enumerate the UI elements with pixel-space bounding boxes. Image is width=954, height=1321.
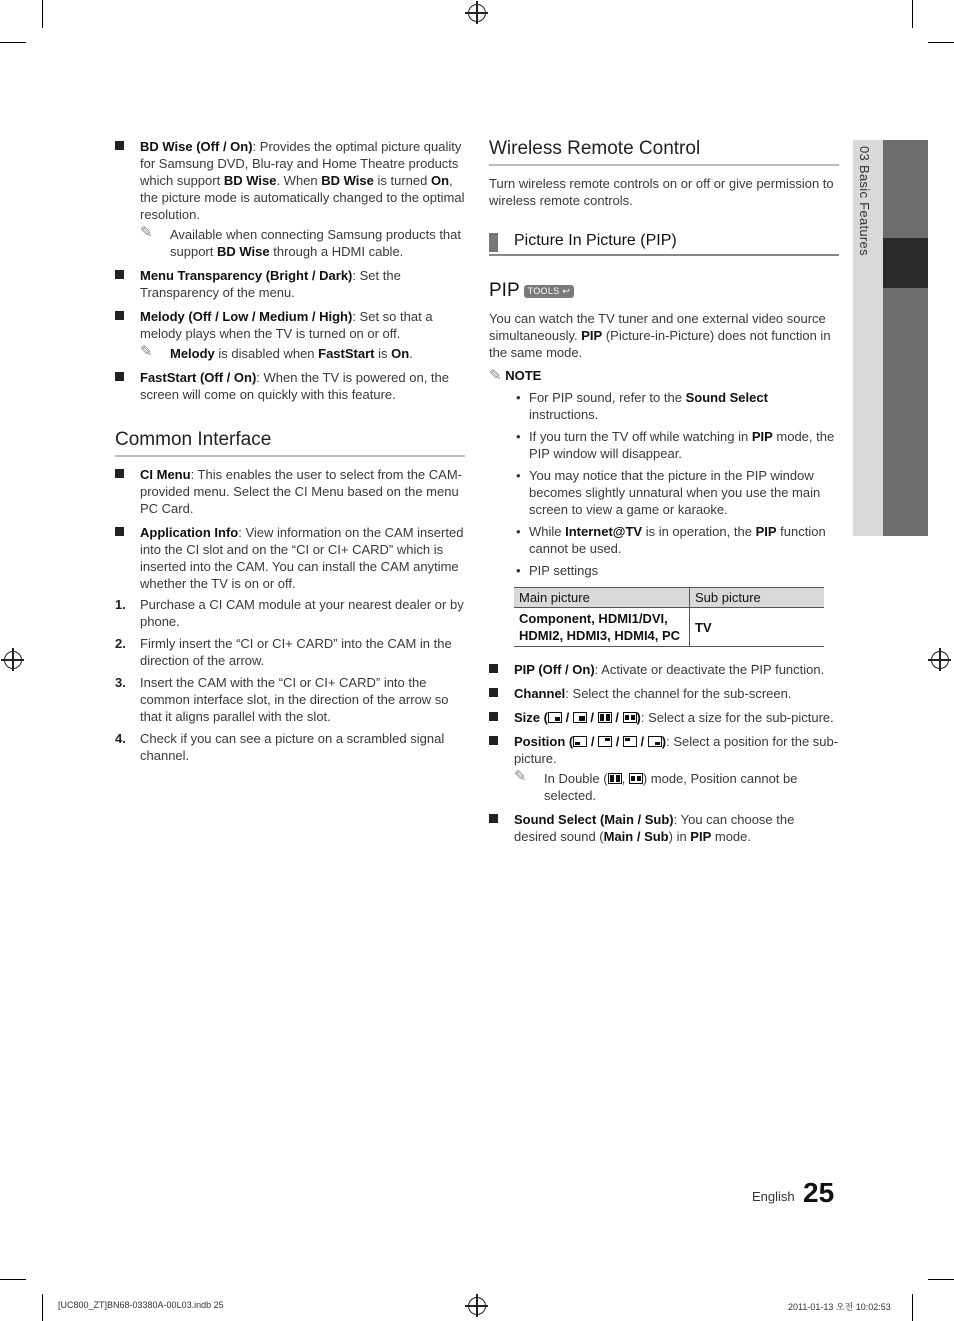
crop-mark — [42, 1294, 43, 1321]
bullet-square-icon — [115, 372, 124, 381]
step-item: 3. Insert the CAM with the “CI or CI+ CARD” into the common interface slot, in the direction of the arrow so that it aligns parallel with the slot. — [115, 675, 449, 724]
pip-large-icon — [573, 712, 587, 723]
list-item: BD Wise (Off / On): Provides the optimal picture quality for Samsung DVD, Blu-ray and Home Theatre products which support BD Wise. When BD Wise is turned On, the picture mode is automatically changed to the optimal resolution. ✎ Available when connecting Samsung products that support BD Wise through a HDMI cable. — [115, 138, 465, 260]
table-header: Sub picture — [690, 588, 825, 608]
crop-mark — [42, 0, 43, 28]
note-bullet: • While Internet@TV is in operation, the PIP function cannot be used. — [516, 524, 826, 556]
paragraph: You can watch the TV tuner and one external video source simultaneously. PIP (Picture-in-Picture) does not function in the same mode. — [489, 311, 831, 360]
note: ✎ In Double ( , ) mode, Position cannot be selected. — [514, 768, 798, 803]
table-header: Main picture — [514, 588, 690, 608]
crop-mark — [928, 42, 954, 43]
note-bullet: • You may notice that the picture in the PIP window becomes slightly unnatural when you use the main screen to view a game or karaoke. — [516, 468, 821, 517]
pip-settings-table — [514, 587, 824, 647]
bullet-square-icon — [489, 664, 498, 673]
crop-mark — [928, 1279, 954, 1280]
position-top-left-icon — [623, 736, 637, 747]
registration-mark-icon — [931, 651, 949, 669]
list-item: Position ( / / / ): Select a position for the sub-picture. ✎ In Double ( , ) mode, Position cannot be selected. — [489, 733, 839, 804]
table-cell: Component, HDMI1/DVI, HDMI2, HDMI3, HDMI4, PC — [514, 608, 690, 647]
crop-mark — [0, 42, 26, 43]
note-bullet: • PIP settings — [516, 563, 599, 578]
pip-small-icon — [548, 712, 562, 723]
pencil-icon: ✎ — [140, 343, 153, 360]
position-bottom-left-icon — [573, 736, 587, 747]
page-number: 25 — [803, 1177, 835, 1208]
pip-double-wide-icon — [629, 773, 643, 784]
crop-mark — [912, 1294, 913, 1321]
step-item: 2. Firmly insert the “CI or CI+ CARD” into the CAM in the direction of the arrow. — [115, 636, 452, 668]
chapter-tab-marker — [883, 238, 928, 288]
heading-bar — [489, 233, 498, 252]
note-bullet: • For PIP sound, refer to the Sound Select instructions. — [516, 390, 768, 422]
note-label: ✎ NOTE — [489, 367, 542, 384]
pencil-icon: ✎ — [514, 768, 527, 785]
footer-language: English — [752, 1189, 795, 1204]
pip-double-icon — [608, 773, 622, 784]
pip-double-icon — [598, 712, 612, 723]
pencil-icon: ✎ — [140, 224, 153, 241]
step-item: 1. Purchase a CI CAM module at your nearest dealer or by phone. — [115, 597, 464, 629]
note: ✎ Available when connecting Samsung products that support BD Wise through a HDMI cable. — [140, 224, 462, 259]
bullet-square-icon — [115, 469, 124, 478]
bullet-square-icon — [115, 270, 124, 279]
section-heading: Wireless Remote Control — [489, 138, 839, 166]
paragraph: Turn wireless remote controls on or off or give permission to wireless remote controls. — [489, 176, 834, 208]
tools-badge: TOOLS ↩ — [524, 285, 575, 298]
pencil-icon: ✎ — [489, 367, 502, 384]
position-bottom-right-icon — [648, 736, 662, 747]
bullet-square-icon — [489, 712, 498, 721]
registration-mark-icon — [468, 4, 486, 22]
chapter-tab-label: 03 Basic Features — [857, 146, 872, 256]
chapter-tab-bar — [883, 140, 928, 536]
bullet-square-icon — [115, 311, 124, 320]
bullet-square-icon — [489, 688, 498, 697]
note: ✎ Melody is disabled when FastStart is On. — [140, 343, 413, 361]
registration-mark-icon — [4, 651, 22, 669]
crop-mark — [0, 1279, 26, 1280]
list-item: Menu Transparency (Bright / Dark): Set the Transparency of the menu. — [115, 267, 465, 301]
pip-double-wide-icon — [623, 712, 637, 723]
bullet-square-icon — [115, 141, 124, 150]
bullet-square-icon — [489, 814, 498, 823]
right-column — [489, 138, 839, 852]
bullet-square-icon — [115, 527, 124, 536]
pip-title: PIP TOOLS ↩ — [489, 280, 839, 302]
table-cell: TV — [690, 608, 825, 647]
list-item: PIP (Off / On): Activate or deactivate the PIP function. — [489, 661, 839, 678]
subsection-heading: Picture In Picture (PIP) — [489, 231, 839, 256]
note-bullet: • If you turn the TV off while watching in PIP mode, the PIP window will disappear. — [516, 429, 835, 461]
bullet-square-icon — [489, 736, 498, 745]
step-item: 4. Check if you can see a picture on a scrambled signal channel. — [115, 731, 445, 763]
registration-mark-icon — [468, 1297, 486, 1315]
crop-mark — [912, 0, 913, 28]
list-item: FastStart (Off / On): When the TV is powered on, the screen will come on quickly with this feature. — [115, 369, 465, 403]
list-item: Sound Select (Main / Sub): You can choose the desired sound (Main / Sub) in PIP mode. — [489, 811, 839, 845]
list-item: Application Info: View information on the CAM inserted into the CI slot and on the “CI or CI+ CARD” which is inserted into the CAM. You can install the CAM anytime whether the TV is on or off. — [115, 524, 465, 592]
list-item: CI Menu: This enables the user to select from the CAM-provided menu. Select the CI Menu based on the menu PC Card. — [115, 466, 465, 517]
list-item: Size ( / / / ): Select a size for the sub-picture. — [489, 709, 839, 726]
print-file-info: [UC800_ZT]BN68-03380A-00L03.indb 25 — [58, 1300, 224, 1310]
list-item: Channel: Select the channel for the sub-screen. — [489, 685, 839, 702]
print-date-info: 2011-01-13 오전 10:02:53 — [788, 1302, 891, 1312]
left-column — [115, 138, 465, 769]
table-row — [514, 608, 824, 647]
note-list — [489, 389, 839, 647]
list-item: Melody (Off / Low / Medium / High): Set so that a melody plays when the TV is turned on or off. ✎ Melody is disabled when FastStart is On. — [115, 308, 465, 362]
position-top-right-icon — [598, 736, 612, 747]
section-heading: Common Interface — [115, 429, 465, 457]
